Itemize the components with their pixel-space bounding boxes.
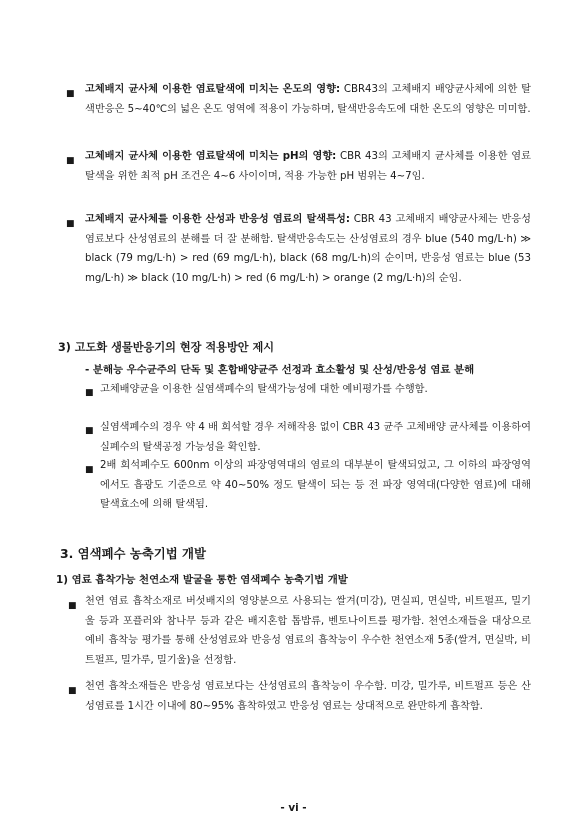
bullet-marker: ■ [85,426,94,436]
section-heading: 3) 고도화 생물반응기의 현장 적용방안 제시 [58,341,275,354]
bullet-text: CBR 43의 고체배지 균사체를 이용한 염료 탈색을 위한 최적 pH 조건은 4~6 사이이며, 적용 가능한 pH 범위는 4~7임. [85,151,531,182]
bullet-marker: ■ [85,465,94,475]
bullet-text: CBR43의 고체배지 배양균사체에 의한 탈색반응은 5~40℃의 넓은 온도 영역에 적용이 가능하며, 탈색반응속도에 대한 온도의 영향은 미미함. [85,84,531,115]
section-subheading: - 분해능 우수균주의 단독 및 혼합배양균주 선정과 효소활성 및 산성/반응성 염료 분해 [85,364,475,376]
bullet-item: 2배 희석폐수도 600nm 이상의 파장영역대의 염료의 대부분이 탈색되었고, 그 이하의 파장영역에서도 흡광도 기준으로 약 40~50% 정도 탈색이 되는 등 전 파장 영역대(다양한 염료)에 대해 탈색효소에 의해 탈색됨. [100,460,531,511]
bullet-marker: ■ [66,219,75,229]
bullet-item [85,147,531,186]
bullet-marker: ■ [68,686,77,696]
chapter-heading: 3. 염색폐수 농축기법 개발 [60,546,206,561]
bullet-item [85,210,531,288]
bullet-heading: 고체배지 균사체를 이용한 산성과 반응성 염료의 탈색특성: [85,214,350,225]
chapter-subheading: 1) 염료 흡착가능 천연소재 발굴을 통한 염색폐수 농축기법 개발 [56,574,348,586]
page-number: - vi - [280,802,307,814]
bullet-marker: ■ [68,601,77,611]
bullet-text: CBR 43 고체배지 배양균사체는 반응성 염료보다 산성염료의 분해를 더 잘 분해함. 탈색반응속도는 산성염료의 경우 blue (540 mg/L·h) ≫ black (79 mg/L·h) > red (69 mg/L·h), black (68 mg/L·h)의 순이며, 반응성 염료는 blue (53 mg/L·h) ≫ black (10 mg/L·h) > red (6 mg/L·h) > orange (2 mg/L·h)의 순임. [85,214,531,284]
bullet-heading: 고체배지 균사체 이용한 염료탈색에 미치는 pH의 영향: [85,151,337,162]
bullet-item: 천연 흡착소재들은 반응성 염료보다는 산성염료의 흡착능이 우수함. 미강, 밀가루, 비트펄프 등은 산성염료를 1시간 이내에 80~95% 흡착하였고 반응성 염료는 상대적으로 완만하게 흡착함. [85,681,531,712]
bullet-item: 고체배양균을 이용한 실염색폐수의 탈색가능성에 대한 예비평가를 수행함. [100,384,428,395]
bullet-item: 실염색폐수의 경우 약 4 배 희석할 경우 저해작용 없이 CBR 43 균주 고체배양 균사체를 이용하여 실폐수의 탈색공정 가능성을 확인함. [100,422,531,453]
bullet-item [85,80,531,119]
bullet-heading: 고체배지 균사체 이용한 염료탈색에 미치는 온도의 영향: [85,84,341,95]
bullet-marker: ■ [66,89,75,99]
bullet-marker: ■ [66,156,75,166]
bullet-item: 천연 염료 흡착소재로 버섯배지의 영양분으로 사용되는 쌀겨(미강), 면실피, 면실박, 비트펄프, 밀기울 등과 포플러와 참나무 등과 같은 배지혼합 톱밥류, 벤토나이트를 평가함. 천연소재들을 대상으로 예비 흡착능 평가를 통해 산성염료와 반응성 염료의 흡착능이 우수한 천연소재 5종(쌀겨, 면실박, 비트펄프, 밀가루, 밀기울)을 선정함. [85,596,531,666]
bullet-marker: ■ [85,388,94,398]
